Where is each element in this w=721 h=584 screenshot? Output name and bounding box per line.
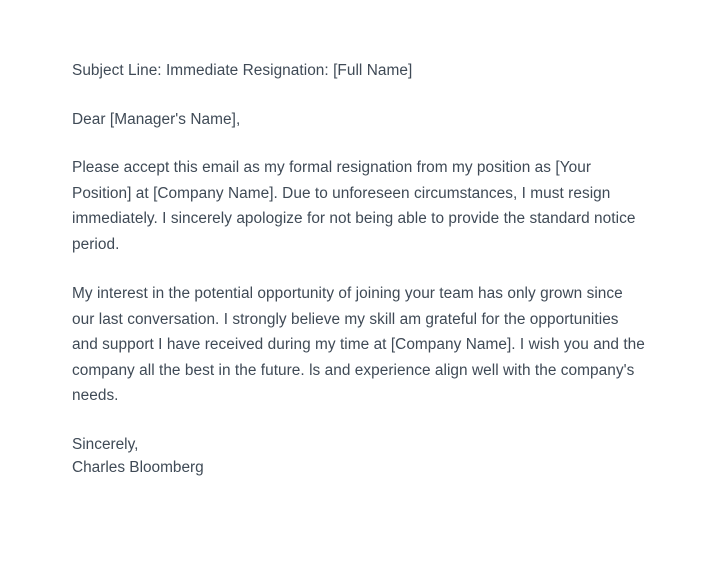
salutation: Dear [Manager's Name], (72, 110, 241, 128)
closing: Sincerely, (72, 435, 139, 453)
paragraph-one: Please accept this email as my formal resignation from my position as [Your Position] at [Company Name]. Due to unforeseen circumstances, I must resign immediately. I sincerely apologize for not being able to provide the standard notice period. (72, 159, 636, 253)
letter-body (72, 58, 648, 480)
subject-line: Subject Line: Immediate Resignation: [Full Name] (72, 62, 413, 79)
signoff-block (72, 433, 648, 480)
signature-name: Charles Bloomberg (72, 459, 204, 476)
paragraph-two: My interest in the potential opportunity of joining your team has only grown since our last conversation. I strongly believe my skill am grateful for the opportunities and support I have received during my time at [Company Name]. I wish you and the company all the best in the future. ls and experience align well with the company's needs. (72, 285, 645, 404)
